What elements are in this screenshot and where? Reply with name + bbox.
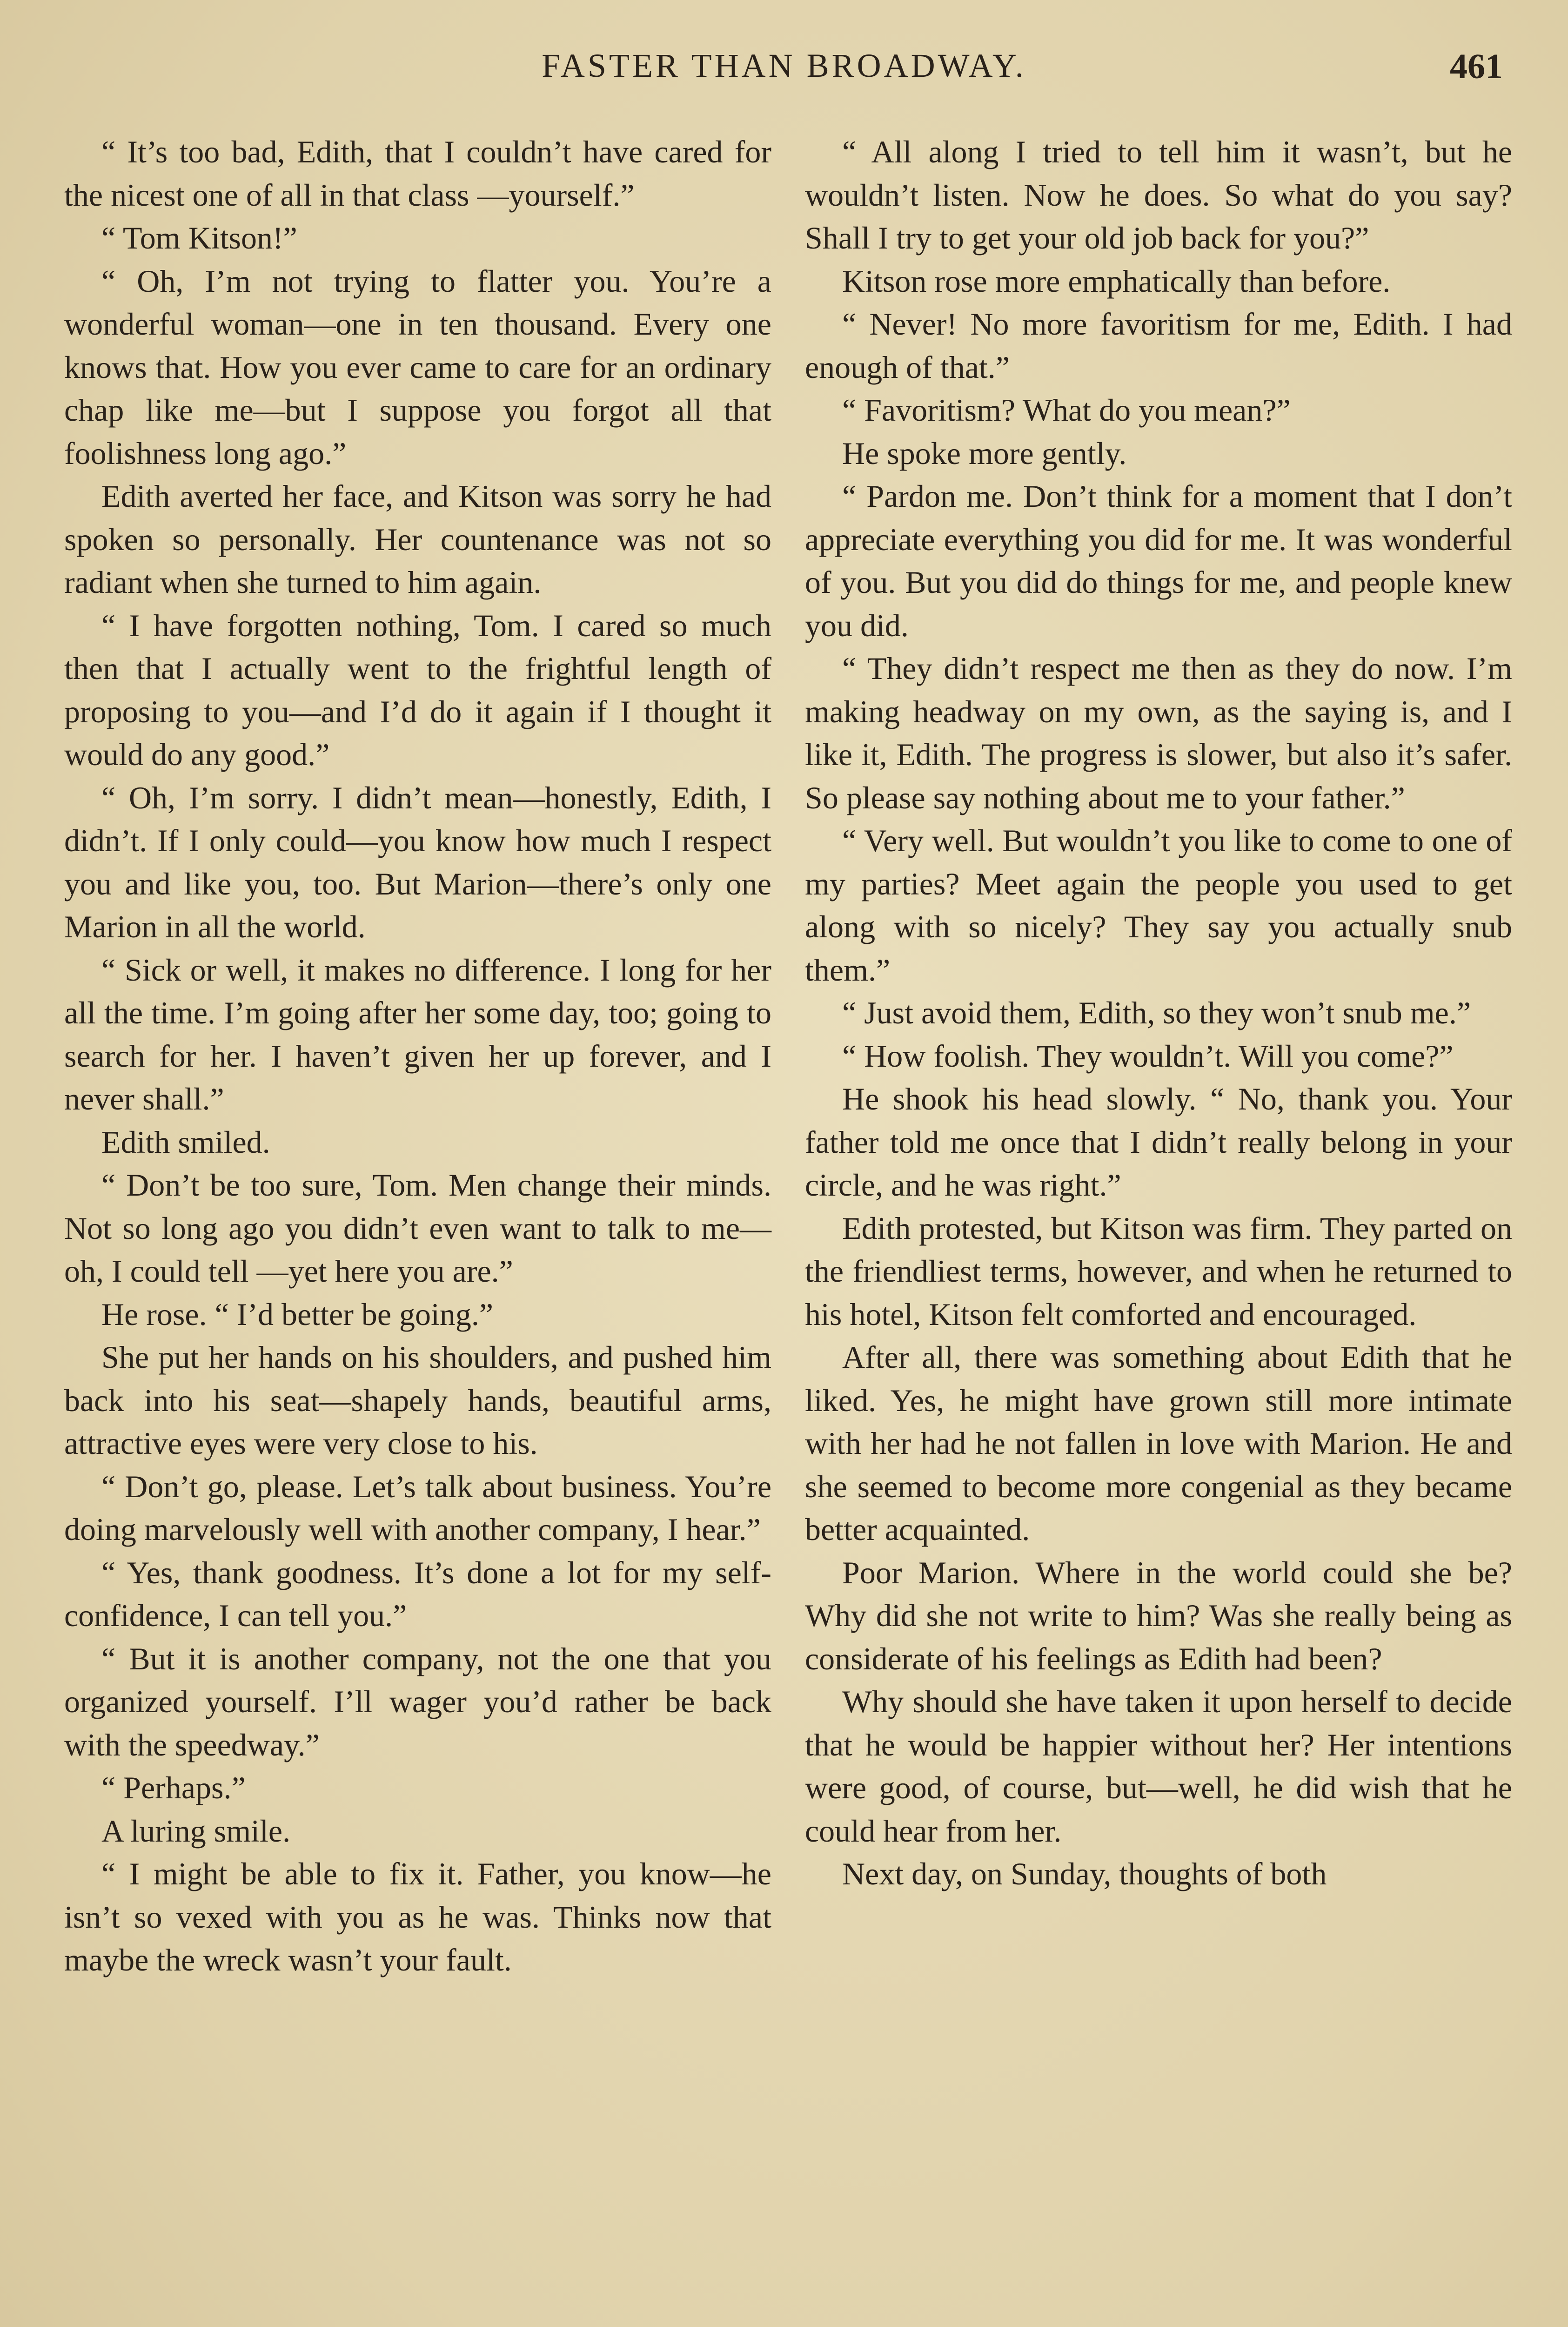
right-text-column — [805, 130, 1512, 1896]
paragraph: “ Yes, thank goodness. It’s done a lot for my self-confidence, I can tell you.” — [64, 1554, 771, 1633]
page-header — [56, 47, 1512, 98]
paragraph: He shook his head slowly. “ No, thank you. Your father told me once that I didn’t really belong in your circle, and he was right.” — [805, 1081, 1512, 1203]
paragraph: “ Very well. But wouldn’t you like to come to one of my parties? Meet again the people you used to get along with so nicely? They say you actually snub them.” — [805, 823, 1512, 988]
paragraph: “ Don’t be too sure, Tom. Men change their minds. Not so long ago you didn’t even want to talk to me—oh, I could tell —yet here you are.” — [64, 1167, 771, 1289]
paragraph: After all, there was something about Edith that he liked. Yes, he might have grown still more intimate with her had he not fallen in love with Marion. He and she seemed to become more congenial as they became better acquainted. — [805, 1339, 1512, 1547]
paragraph: “ Tom Kitson!” — [101, 220, 297, 256]
paragraph: Edith smiled. — [101, 1124, 270, 1160]
paragraph: Why should she have taken it upon herself to decide that he would be happier without her? Her intentions were good, of course, but—well, he did wish that he could hear from her. — [805, 1684, 1512, 1849]
running-title: FASTER THAN BROADWAY. — [542, 47, 1026, 84]
paragraph: Edith averted her face, and Kitson was sorry he had spoken so personally. Her countenance was not so radiant when she turned to him again. — [64, 478, 771, 600]
paragraph: Edith protested, but Kitson was firm. They parted on the friendliest terms, however, and when he returned to his hotel, Kitson felt comforted and encouraged. — [805, 1210, 1512, 1332]
paragraph: “ Oh, I’m not trying to flatter you. You’re a wonderful woman—one in ten thousand. Every one knows that. How you ever came to care for an ordinary chap like me—but I suppose you forgot all that foolishness long ago.” — [64, 263, 771, 471]
paragraph: He rose. “ I’d better be going.” — [101, 1296, 494, 1332]
paragraph: “ Don’t go, please. Let’s talk about business. You’re doing marvelously well with another company, I hear.” — [64, 1468, 771, 1547]
paragraph: “ How foolish. They wouldn’t. Will you come?” — [842, 1038, 1454, 1074]
paragraph: “ Never! No more favoritism for me, Edith. I had enough of that.” — [805, 306, 1512, 385]
paragraph: “ Just avoid them, Edith, so they won’t snub me.” — [842, 995, 1471, 1030]
paragraph: “ Perhaps.” — [101, 1770, 246, 1805]
paragraph: “ I have forgotten nothing, Tom. I cared so much then that I actually went to the frightful length of proposing to you—and I’d do it again if I thought it would do any good.” — [64, 607, 771, 772]
paragraph: Next day, on Sunday, thoughts of both — [842, 1856, 1327, 1891]
paragraph: A luring smile. — [101, 1813, 291, 1849]
paragraph: Poor Marion. Where in the world could she be? Why did she not write to him? Was she really being as considerate of his feelings as Edith had been? — [805, 1554, 1512, 1676]
paragraph: “ It’s too bad, Edith, that I couldn’t have cared for the nicest one of all in that class —yourself.” — [64, 134, 771, 213]
paragraph: “ But it is another company, not the one that you organized yourself. I’ll wager you’d rather be back with the speedway.” — [64, 1641, 771, 1762]
paragraph: She put her hands on his shoulders, and pushed him back into his seat—shapely hands, beautiful arms, attractive eyes were very close to his. — [64, 1339, 771, 1461]
left-text-column — [64, 130, 771, 1982]
paragraph: “ Favoritism? What do you mean?” — [842, 392, 1291, 428]
paragraph: “ They didn’t respect me then as they do now. I’m making headway on my own, as the saying is, and I like it, Edith. The progress is slower, but also it’s safer. So please say nothing about me to your father.” — [805, 651, 1512, 815]
paragraph: “ All along I tried to tell him it wasn’t, but he wouldn’t listen. Now he does. So what do you say? Shall I try to get your old job back for you?” — [805, 134, 1512, 256]
paragraph: “ Oh, I’m sorry. I didn’t mean—honestly, Edith, I didn’t. If I only could—you know how much I respect you and like you, too. But Marion—there’s only one Marion in all the world. — [64, 780, 771, 944]
paragraph: “ Pardon me. Don’t think for a moment that I don’t appreciate everything you did for me. It was wonderful of you. But you did do things for me, and people knew you did. — [805, 478, 1512, 643]
paragraph: “ Sick or well, it makes no difference. I long for her all the time. I’m going after her some day, too; going to search for her. I haven’t given her up forever, and I never shall.” — [64, 952, 771, 1116]
paragraph: “ I might be able to fix it. Father, you know—he isn’t so vexed with you as he was. Thinks now that maybe the wreck wasn’t your fault. — [64, 1856, 771, 1977]
paragraph: Kitson rose more emphatically than before. — [842, 263, 1391, 299]
page-number: 461 — [1450, 47, 1503, 86]
paragraph: He spoke more gently. — [842, 435, 1127, 471]
